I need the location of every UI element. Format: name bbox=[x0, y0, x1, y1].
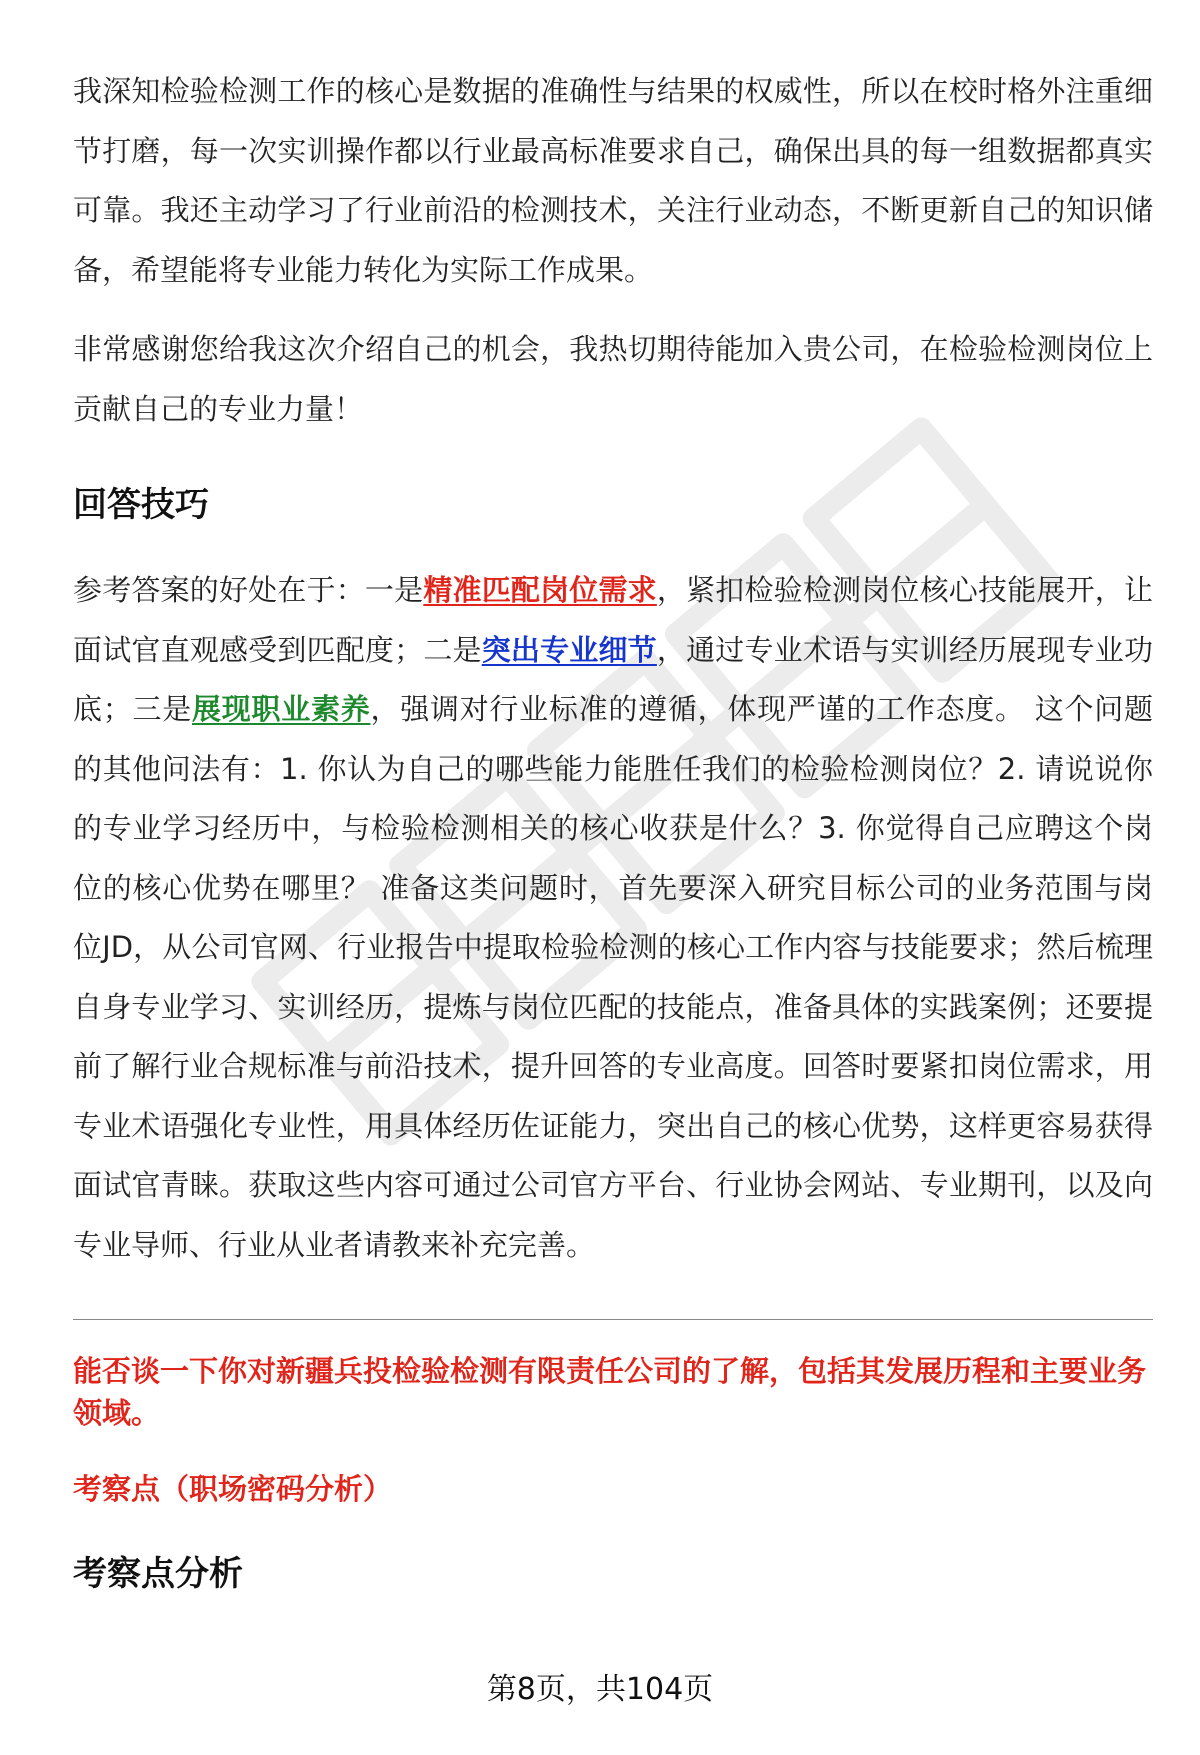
document-page bbox=[73, 62, 1153, 1598]
tips-text-2: ，紧扣检验检测岗位核心技能展开，让面试官直观感受到匹配度；二是 bbox=[73, 573, 1153, 667]
page-footer: 第8页，共104页 bbox=[486, 1672, 714, 1707]
highlight-match-requirements: 精准匹配岗位需求 bbox=[423, 573, 657, 607]
closing-paragraph: 非常感谢您给我这次介绍自己的机会，我热切期待能加入贵公司，在检验检测岗位上贡献自己的专业力量！ bbox=[73, 332, 1153, 426]
examination-point-label: 考察点（职场密码分析） bbox=[73, 1472, 393, 1506]
tips-heading: 回答技巧 bbox=[73, 485, 209, 525]
tips-text-4: ，强调对行业标准的遵循，体现严谨的工作态度。 这个问题的其他问法有：1. 你认为自己的哪些能力能胜任我们的检验检测岗位？2. 请说说你的专业学习经历中，与检验检测相关的核心收获是什么？3. 你觉得自己应聘这个岗位的核心优势在哪里？ 准备这类问题时，首先要深入研究目标公司的业务范围与岗位JD，从公司官网、行业报告中提取检验检测的核心工作内容与技能要求；然后梳理自身专业学习、实训经历，提炼与岗位匹配的技能点，准备具体的实践案例；还要提前了解行业合规标准与前沿技术，提升回答的专业高度。回答时要紧扣岗位需求，用专业术语强化专业性，用具体经历佐证能力，突出自己的核心优势，这样更容易获得面试官青睐。获取这些内容可通过公司官方平台、行业协会网站、专业期刊，以及向专业导师、行业从业者请教来补充完善。 bbox=[73, 692, 1153, 1262]
tips-text-1: 参考答案的好处在于：一是 bbox=[73, 573, 424, 607]
highlight-professional-details: 突出专业细节 bbox=[481, 632, 657, 667]
highlight-professionalism: 展现职业素养 bbox=[191, 692, 371, 726]
section-divider bbox=[73, 1319, 1153, 1320]
next-question: 能否谈一下你对新疆兵投检验检测有限责任公司的了解，包括其发展历程和主要业务领域。 bbox=[73, 1354, 1147, 1430]
analysis-heading: 考察点分析 bbox=[73, 1554, 243, 1594]
intro-paragraph: 我深知检验检测工作的核心是数据的准确性与结果的权威性，所以在校时格外注重细节打磨，每一次实训操作都以行业最高标准要求自己，确保出具的每一组数据都真实可靠。我还主动学习了行业前沿的检测技术，关注行业动态，不断更新自己的知识储备，希望能将专业能力转化为实际工作成果。 bbox=[73, 74, 1153, 287]
tips-text-3: ，通过专业术语与实训经历展现专业功底；三是 bbox=[73, 632, 1153, 726]
tips-paragraph bbox=[73, 561, 1153, 1275]
